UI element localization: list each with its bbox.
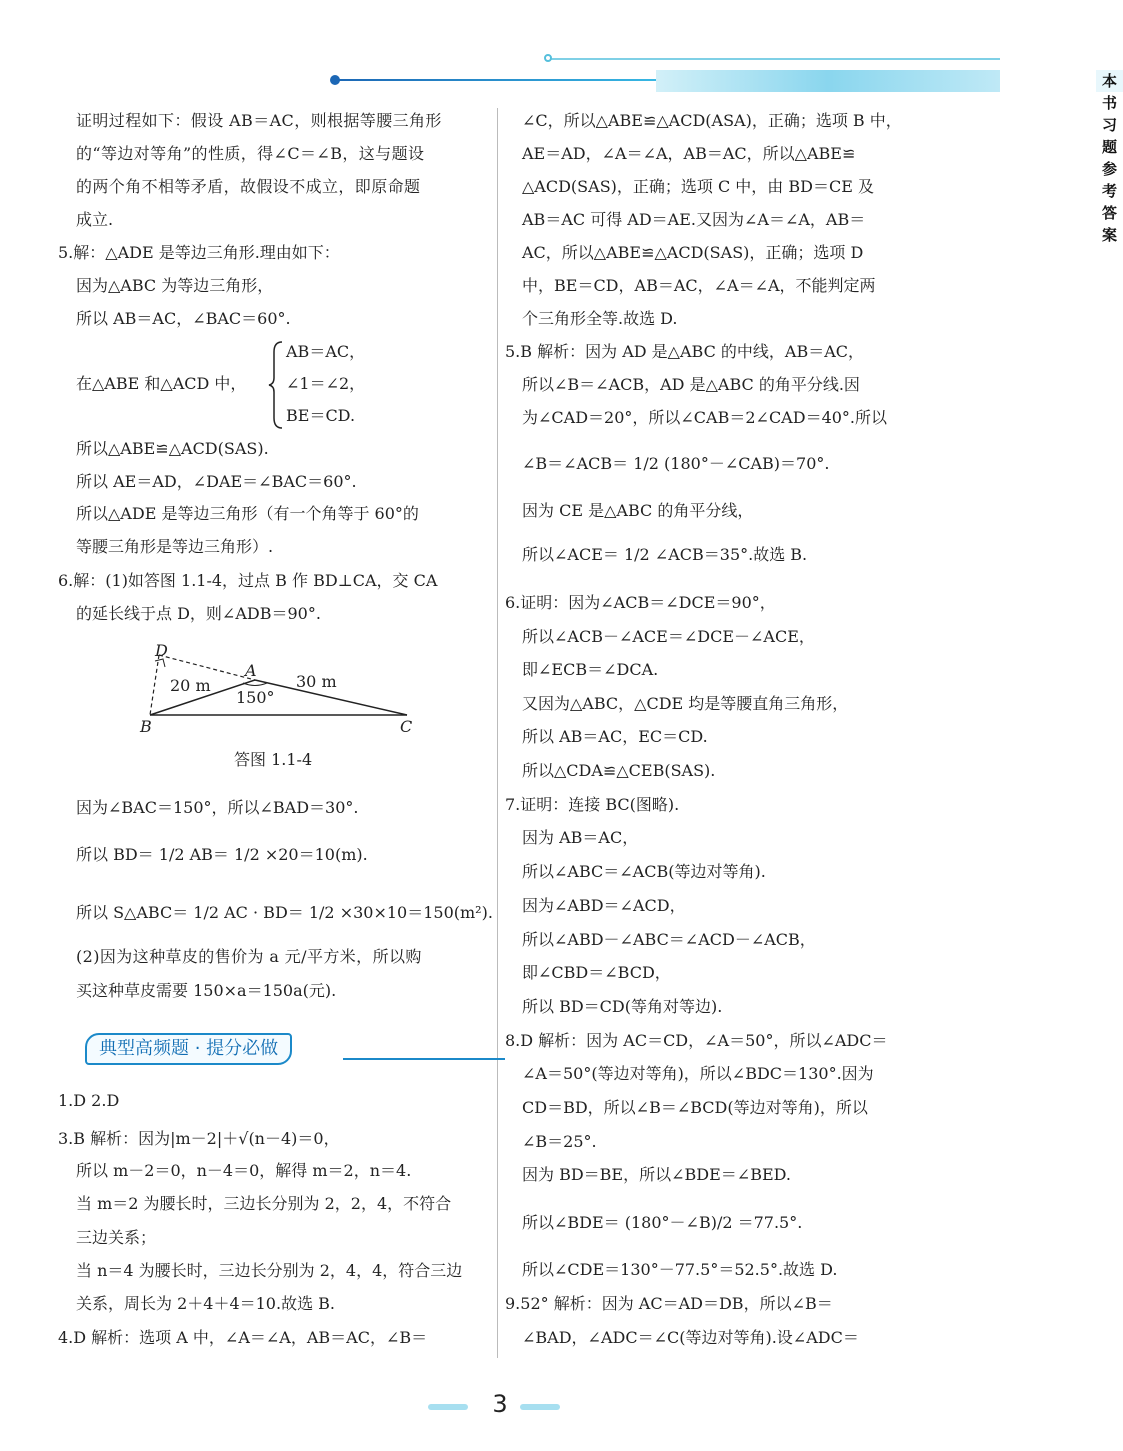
right-line-28: CD＝BD，所以∠B＝∠BCD(等边对等角)，所以 <box>522 1098 868 1117</box>
left-line-26: 三边关系； <box>76 1228 157 1247</box>
right-line-20: 因为 AB＝AC， <box>522 828 639 847</box>
right-line-11: 因为 CE 是△ABC 的角平分线， <box>522 501 754 520</box>
left-line-3: 成立. <box>76 210 114 229</box>
right-line-6: 个三角形全等.故选 D. <box>522 309 678 328</box>
left-line-12: 所以 AE＝AD，∠DAE＝∠BAC＝60°. <box>76 472 357 491</box>
right-line-26: 8.D 解析：因为 AC＝CD，∠A＝50°，所以∠ADC＝ <box>505 1031 888 1050</box>
right-line-22: 因为∠ABD＝∠ACD， <box>522 896 686 915</box>
right-line-27: ∠A＝50°(等边对等角)，所以∠BDC＝130°.因为 <box>522 1064 874 1083</box>
right-line-13: 6.证明：因为∠ACB＝∠DCE＝90°， <box>505 593 776 612</box>
left-line-5: 因为△ABC 为等边三角形， <box>76 276 274 295</box>
right-line-5: 中，BE＝CD，AB＝AC，∠A＝∠A，不能判定两 <box>522 276 876 295</box>
page-number: 3 <box>492 1390 508 1418</box>
brace-icon <box>268 340 284 430</box>
header-top-line <box>548 58 1000 60</box>
figure-caption: 答图 1.1-4 <box>234 750 313 769</box>
right-line-19: 7.证明：连接 BC(图略). <box>505 795 680 814</box>
left-line-20: (2)因为这种草皮的售价为 a 元/平方米，所以购 <box>76 947 422 966</box>
fig-label-ab: 20 m <box>170 676 211 695</box>
right-line-33: 9.52° 解析：因为 AC＝AD＝DB，所以∠B＝ <box>505 1294 833 1313</box>
header-bar-dot <box>330 75 340 85</box>
left-line-24: 所以 m－2＝0，n－4＝0，解得 m＝2，n＝4. <box>76 1161 412 1180</box>
right-line-32: 所以∠CDE＝130°－77.5°＝52.5°.故选 D. <box>522 1260 838 1279</box>
header-title: 本书习题参考答案 <box>1096 70 1123 92</box>
left-line-29: 4.D 解析：选项 A 中，∠A＝∠A，AB＝AC，∠B＝ <box>58 1328 428 1347</box>
right-line-12: 所以∠ACE＝ 1/2 ∠ACB＝35°.故选 B. <box>522 545 808 564</box>
left-line-28: 关系，周长为 2＋4＋4＝10.故选 B. <box>76 1294 336 1313</box>
fig-label-c: C <box>400 717 413 736</box>
right-line-29: ∠B＝25°. <box>522 1132 597 1151</box>
right-line-24: 即∠CBD＝∠BCD， <box>522 963 671 982</box>
left-line-23: 3.B 解析：因为|m－2|＋√(n－4)＝0， <box>58 1129 340 1148</box>
left-line-11: 所以△ABE≌△ACD(SAS). <box>76 439 269 458</box>
fig-label-d: D <box>155 641 168 660</box>
right-line-21: 所以∠ABC＝∠ACB(等边对等角). <box>522 862 766 881</box>
fig-label-angle: 150° <box>236 688 275 707</box>
right-line-8: 所以∠B＝∠ACB，AD 是△ABC 的角平分线.因 <box>522 375 860 394</box>
left-line-25: 当 m＝2 为腰长时，三边长分别为 2，2，4，不符合 <box>76 1194 452 1213</box>
left-line-22: 1.D 2.D <box>58 1091 120 1110</box>
right-line-18: 所以△CDA≌△CEB(SAS). <box>522 761 716 780</box>
section-banner-line <box>343 1058 505 1060</box>
right-line-4: AC，所以△ABE≌△ACD(SAS)，正确；选项 D <box>522 243 864 262</box>
left-line-15: 6.解：(1)如答图 1.1-4，过点 B 作 BD⊥CA，交 CA <box>58 571 438 590</box>
left-line-0: 证明过程如下：假设 AB＝AC，则根据等腰三角形 <box>76 111 442 130</box>
right-line-9: 为∠CAD＝20°，所以∠CAB＝2∠CAD＝40°.所以 <box>522 408 888 427</box>
right-line-31: 所以∠BDE＝ (180°－∠B)/2 ＝77.5°. <box>522 1213 803 1232</box>
fig-label-ac: 30 m <box>296 672 337 691</box>
left-line-2: 的两个角不相等矛盾，故假设不成立，即原命题 <box>76 177 421 196</box>
left-line-4: 5.解：△ADE 是等边三角形.理由如下： <box>58 243 340 262</box>
column-divider <box>497 108 498 1358</box>
left-line-17: 因为∠BAC＝150°，所以∠BAD＝30°. <box>76 798 359 817</box>
left-line-19: 所以 S△ABC＝ 1/2 AC · BD＝ 1/2 ×30×10＝150(m²). <box>76 903 493 922</box>
right-line-15: 即∠ECB＝∠DCA. <box>522 660 659 679</box>
footer-decor-left <box>428 1404 468 1410</box>
right-line-17: 所以 AB＝AC，EC＝CD. <box>522 727 708 746</box>
header-top-dot <box>544 54 552 62</box>
section-banner <box>75 1033 505 1063</box>
section-banner-label: 典型高频题 · 提分必做 <box>85 1033 292 1065</box>
left-line-13: 所以△ADE 是等边三角形（有一个角等于 60°的 <box>76 504 419 523</box>
left-line-6: 所以 AB＝AC，∠BAC＝60°. <box>76 309 291 328</box>
left-line-10: BE＝CD. <box>286 406 356 425</box>
left-line-18: 所以 BD＝ 1/2 AB＝ 1/2 ×20＝10(m). <box>76 845 368 864</box>
left-line-21: 买这种草皮需要 150×a＝150a(元). <box>76 981 337 1000</box>
right-line-7: 5.B 解析：因为 AD 是△ABC 的中线，AB＝AC， <box>505 342 865 361</box>
right-line-34: ∠BAD，∠ADC＝∠C(等边对等角).设∠ADC＝ <box>522 1328 859 1347</box>
left-line-8: 在△ABE 和△ACD 中， <box>76 374 247 393</box>
right-line-30: 因为 BD＝BE，所以∠BDE＝∠BED. <box>522 1165 791 1184</box>
right-line-2: △ACD(SAS)，正确；选项 C 中，由 BD＝CE 及 <box>522 177 874 196</box>
fig-label-a: A <box>245 661 257 680</box>
left-line-9: ∠1＝∠2， <box>286 374 366 393</box>
right-line-14: 所以∠ACB－∠ACE＝∠DCE－∠ACE， <box>522 627 815 646</box>
footer-decor-right <box>520 1404 560 1410</box>
right-line-25: 所以 BD＝CD(等角对等边). <box>522 997 723 1016</box>
right-line-16: 又因为△ABC，△CDE 均是等腰直角三角形， <box>522 694 849 713</box>
left-line-1: 的“等边对等角”的性质，得∠C＝∠B，这与题设 <box>76 144 425 163</box>
left-line-27: 当 n＝4 为腰长时，三边长分别为 2，4，4，符合三边 <box>76 1261 463 1280</box>
left-line-14: 等腰三角形是等边三角形）. <box>76 537 274 556</box>
left-line-7: AB＝AC， <box>286 342 366 361</box>
fig-label-b: B <box>140 717 152 736</box>
right-line-3: AB＝AC 可得 AD＝AE.又因为∠A＝∠A，AB＝ <box>522 210 866 229</box>
left-line-16: 的延长线于点 D，则∠ADB＝90°. <box>76 604 321 623</box>
header-bar-line <box>336 79 656 81</box>
right-line-1: AE＝AD，∠A＝∠A，AB＝AC，所以△ABE≌ <box>522 144 856 163</box>
right-line-23: 所以∠ABD－∠ABC＝∠ACD－∠ACB， <box>522 930 816 949</box>
right-line-0: ∠C，所以△ABE≌△ACD(ASA)，正确；选项 B 中， <box>522 111 902 130</box>
right-line-10: ∠B＝∠ACB＝ 1/2 (180°－∠CAB)＝70°. <box>522 454 830 473</box>
